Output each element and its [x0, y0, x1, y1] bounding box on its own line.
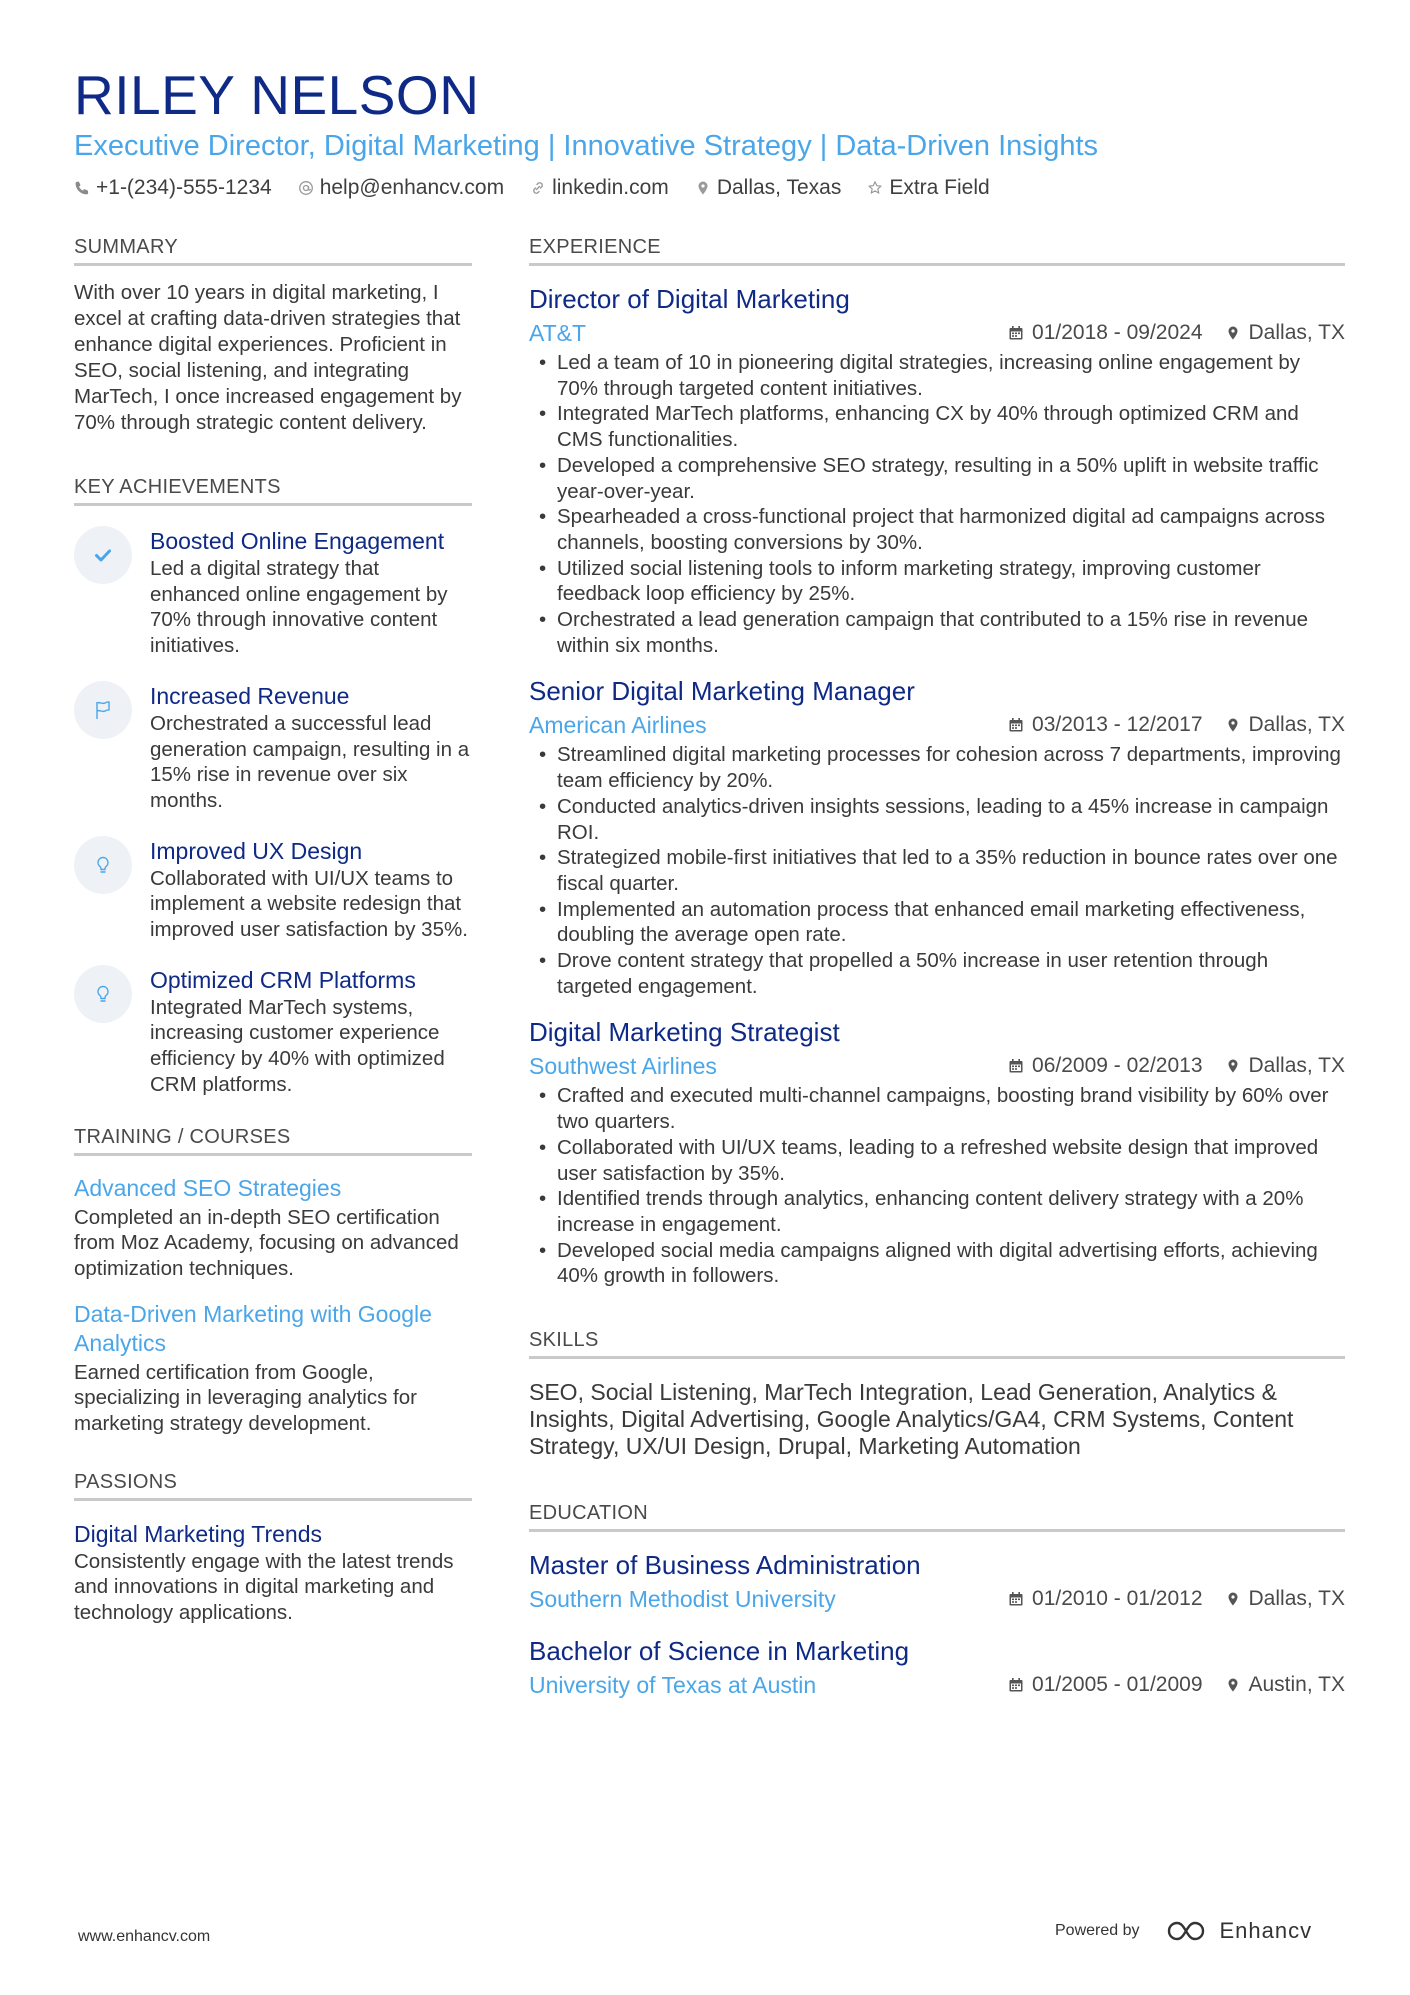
achievement-item [74, 965, 472, 1098]
education-location [1225, 1587, 1345, 1611]
course-desc: Completed an in-depth SEO certification from Moz Academy, focusing on advanced optimization techniques. [74, 1205, 459, 1280]
location-icon [1225, 717, 1241, 733]
education-entry [529, 1548, 1345, 1614]
location-icon [695, 180, 711, 196]
experience-section [529, 236, 1345, 1289]
achievement-icon-badge [74, 526, 132, 584]
job-title: Director of Digital Marketing [529, 284, 850, 314]
job-bullet: • Conducted analytics-driven insights sessions, leading to a 45% increase in campaign ROI. [529, 794, 1345, 845]
course-item [74, 1174, 472, 1282]
education-meta-right [986, 1673, 1345, 1697]
powered-by-label: Powered by [1055, 1922, 1140, 1939]
location-icon [1225, 1677, 1241, 1693]
job-location-text: Dallas, TX [1248, 321, 1345, 344]
calendar-icon [1008, 1058, 1024, 1074]
education-dates-text: 01/2010 - 01/2012 [1032, 1587, 1203, 1611]
link-icon [530, 180, 546, 196]
training-heading: TRAINING / COURSES [74, 1126, 472, 1156]
training-section [74, 1126, 472, 1437]
skills-heading: SKILLS [529, 1329, 1345, 1359]
degree-title: Master of Business Administration [529, 1550, 921, 1581]
achievement-title: Improved UX Design [150, 837, 363, 864]
phone-icon [74, 180, 90, 196]
job-entry [529, 1015, 1345, 1289]
contact-linkedin-text: linkedin.com [552, 176, 669, 199]
job-bullet: • Spearheaded a cross-functional project that harmonized digital ad campaigns across channels, boosting conversions by 30%. [529, 504, 1345, 555]
job-location [1225, 321, 1345, 345]
contact-extra [867, 176, 989, 200]
enhancv-logo-icon [1166, 1918, 1212, 1944]
education-section [529, 1502, 1345, 1700]
experience-heading: EXPERIENCE [529, 236, 1345, 266]
course-title: Advanced SEO Strategies [74, 1174, 342, 1201]
job-dates-text: 03/2013 - 12/2017 [1032, 713, 1203, 737]
achievement-title: Increased Revenue [150, 682, 350, 709]
job-company: AT&T [529, 320, 587, 346]
job-bullet: • Collaborated with UI/UX teams, leading to a refreshed website design that improved user satisfaction by 35%. [529, 1135, 1345, 1186]
flag-icon [92, 699, 114, 721]
education-meta [529, 1670, 1345, 1700]
calendar-icon [1008, 1591, 1024, 1607]
passion-item [74, 1519, 472, 1626]
education-heading: EDUCATION [529, 1502, 1345, 1532]
job-bullet: • Streamlined digital marketing processes for cohesion across 7 departments, improving team efficiency by 20%. [529, 742, 1345, 793]
right-column [529, 236, 1345, 1716]
contact-linkedin[interactable] [530, 176, 669, 200]
achievement-desc: Led a digital strategy that enhanced online engagement by 70% through innovative content initiatives. [150, 557, 448, 658]
education-meta-right [986, 1587, 1345, 1611]
education-entry [529, 1634, 1345, 1700]
passion-desc: Consistently engage with the latest trends and innovations in digital marketing and technology applications. [74, 1549, 454, 1625]
job-meta [529, 710, 1345, 740]
achievement-item [74, 836, 472, 943]
achievement-icon-badge [74, 965, 132, 1023]
achievement-item [74, 681, 472, 814]
job-location [1225, 1054, 1345, 1078]
job-company: American Airlines [529, 712, 707, 739]
course-title: Data-Driven Marketing with Google Analytics [74, 1300, 432, 1356]
education-meta [529, 1584, 1345, 1614]
job-bullet: • Led a team of 10 in pioneering digital strategies, increasing online engagement by 70% through targeted content initiatives. [529, 350, 1345, 401]
job-dates-text: 01/2018 - 09/2024 [1032, 321, 1203, 344]
calendar-icon [1008, 717, 1024, 733]
star-icon [867, 180, 883, 196]
achievement-title: Boosted Online Engagement [150, 528, 445, 554]
achievement-desc: Orchestrated a successful lead generation campaign, resulting in a 15% rise in revenue over six months. [150, 711, 470, 812]
education-location [1225, 1673, 1346, 1697]
education-dates-text: 01/2005 - 01/2009 [1032, 1673, 1203, 1697]
job-bullets [529, 350, 1345, 658]
job-bullet: • Identified trends through analytics, enhancing content delivery strategy with a 20% increase in engagement. [529, 1186, 1345, 1237]
job-bullet: • Developed a comprehensive SEO strategy, resulting in a 50% uplift in website traffic year-over-year. [529, 453, 1345, 504]
job-bullet: • Integrated MarTech platforms, enhancing CX by 40% through optimized CRM and CMS functionalities. [529, 401, 1345, 452]
footer-branding[interactable] [1055, 1918, 1312, 1944]
job-dates-text: 06/2009 - 02/2013 [1032, 1054, 1203, 1078]
contact-location-text: Dallas, Texas [716, 176, 842, 199]
job-title: Digital Marketing Strategist [529, 1017, 840, 1048]
job-dates [1008, 321, 1202, 345]
location-icon [1225, 1591, 1241, 1607]
achievements-heading: KEY ACHIEVEMENTS [74, 476, 472, 506]
job-company: Southwest Airlines [529, 1053, 717, 1080]
contact-extra-text: Extra Field [889, 176, 990, 199]
job-bullet: • Utilized social listening tools to inform marketing strategy, improving customer feedback loop efficiency by 25%. [529, 556, 1345, 607]
lightbulb-icon [92, 983, 114, 1005]
job-bullets [529, 742, 1345, 999]
job-location-text: Dallas, TX [1248, 1054, 1345, 1078]
achievement-item [74, 526, 472, 659]
skills-section [529, 1329, 1345, 1460]
job-meta-right [986, 1054, 1345, 1078]
job-bullet: • Orchestrated a lead generation campaign that contributed to a 15% rise in revenue within six months. [529, 607, 1345, 658]
job-location [1225, 713, 1345, 737]
job-title: Senior Digital Marketing Manager [529, 676, 915, 707]
contact-email[interactable] [298, 176, 504, 200]
candidate-headline: Executive Director, Digital Marketing | Innovative Strategy | Data-Driven Insights [74, 130, 1099, 162]
job-bullets [529, 1083, 1345, 1289]
job-meta [529, 1051, 1345, 1081]
school-name: University of Texas at Austin [529, 1672, 817, 1699]
brand-name: Enhancv [1219, 1918, 1313, 1943]
resume-header [74, 62, 1354, 200]
achievement-desc: Collaborated with UI/UX teams to implement a website redesign that improved user satisfaction by 35%. [150, 866, 468, 942]
location-icon [1225, 1058, 1241, 1074]
job-location-text: Dallas, TX [1248, 713, 1345, 737]
job-bullet: • Crafted and executed multi-channel campaigns, boosting brand visibility by 60% over two quarters. [529, 1083, 1345, 1134]
achievement-icon-badge [74, 836, 132, 894]
summary-heading: SUMMARY [74, 236, 472, 266]
course-desc: Earned certification from Google, specializing in leveraging analytics for marketing strategy development. [74, 1360, 417, 1436]
contact-row [74, 176, 1354, 200]
job-bullet: • Implemented an automation process that enhanced email marketing effectiveness, doubling the average open rate. [529, 897, 1345, 948]
education-dates [1008, 1587, 1202, 1611]
job-meta-right [986, 321, 1345, 345]
job-dates [1008, 713, 1202, 737]
location-icon [1225, 325, 1241, 341]
footer-website[interactable]: www.enhancv.com [78, 1928, 211, 1945]
contact-phone-text: +1-(234)-555-1234 [96, 176, 272, 199]
contact-location [695, 176, 842, 200]
achievement-title: Optimized CRM Platforms [150, 966, 416, 993]
education-location-text: Austin, TX [1248, 1673, 1345, 1697]
candidate-name: RILEY NELSON [74, 64, 480, 126]
contact-phone[interactable] [74, 176, 272, 200]
achievements-section [74, 476, 472, 1098]
summary-text: With over 10 years in digital marketing, I excel at crafting data-driven strategies that enhance digital experiences. Proficient in SEO, social listening, and integrating MarTech, I once increased engagement by 70% through strategic content delivery. [74, 281, 462, 434]
skills-text: SEO, Social Listening, MarTech Integration, Lead Generation, Analytics & Insights, Digital Advertising, Google Analytics/GA4, CRM Systems, Content Strategy, UX/UI Design, Drupal, Marketing Automation [529, 1379, 1294, 1460]
job-entry [529, 674, 1345, 999]
calendar-icon [1008, 1677, 1024, 1693]
passions-section [74, 1471, 472, 1626]
at-icon [298, 180, 314, 196]
left-column [74, 236, 472, 1626]
passion-title: Digital Marketing Trends [74, 1520, 322, 1547]
summary-section [74, 236, 472, 436]
education-dates [1008, 1673, 1202, 1697]
contact-email-text: help@enhancv.com [319, 176, 505, 199]
check-icon [92, 544, 114, 566]
passions-heading: PASSIONS [74, 1471, 472, 1501]
job-meta-right [986, 713, 1345, 737]
job-bullet: • Drove content strategy that propelled a 50% increase in user retention through targeted engagement. [529, 948, 1345, 999]
job-bullet: • Strategized mobile-first initiatives that led to a 35% reduction in bounce rates over one fiscal quarter. [529, 845, 1345, 896]
course-item [74, 1300, 472, 1437]
achievement-desc: Integrated MarTech systems, increasing customer experience efficiency by 40% with optimized CRM platforms. [150, 995, 445, 1096]
job-meta [529, 318, 1345, 348]
job-dates [1008, 1054, 1202, 1078]
calendar-icon [1008, 325, 1024, 341]
lightbulb-icon [92, 854, 114, 876]
job-entry [529, 282, 1345, 658]
education-location-text: Dallas, TX [1248, 1587, 1345, 1611]
degree-title: Bachelor of Science in Marketing [529, 1636, 910, 1667]
job-bullet: • Developed social media campaigns aligned with digital advertising efforts, achieving 40% growth in followers. [529, 1238, 1345, 1289]
school-name: Southern Methodist University [529, 1586, 836, 1613]
achievement-icon-badge [74, 681, 132, 739]
